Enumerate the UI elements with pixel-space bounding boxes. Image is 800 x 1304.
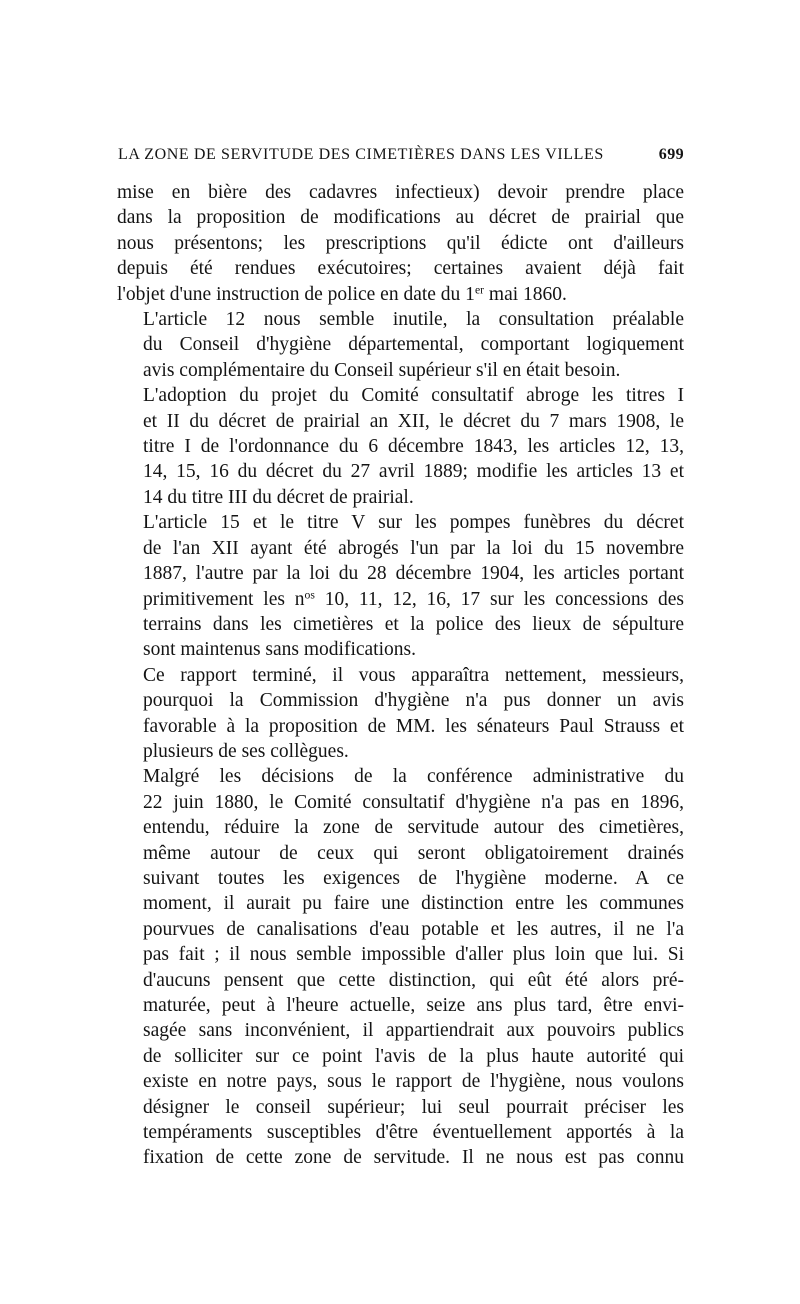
running-header xyxy=(118,146,684,164)
running-title: LA ZONE DE SERVITUDE DES CIMETIÈRES DANS LES VILLES xyxy=(118,146,604,163)
text-line: suivant toutes les exigences de l'hygiène moderne. A ce xyxy=(143,867,684,889)
text-line: depuis été rendues exécutoires; certaines avaient déjà fait xyxy=(117,258,684,280)
text-line: tempéraments susceptibles d'être éventuellement apportés à la xyxy=(143,1122,684,1144)
text-line: pourvues de canalisations d'eau potable et les autres, il ne l'a xyxy=(143,918,684,940)
text-line: désigner le conseil supérieur; lui seul pourrait préciser les xyxy=(143,1096,684,1118)
text-line: fixation de cette zone de servitude. Il ne nous est pas connu xyxy=(143,1147,684,1169)
text-line: du Conseil d'hygiène départemental, comportant logiquement xyxy=(143,334,684,356)
text-line: titre I de l'ordonnance du 6 décembre 1843, les articles 12, 13, xyxy=(143,436,684,458)
text-line: de solliciter sur ce point l'avis de la plus haute autorité qui xyxy=(143,1045,684,1067)
text-line: même autour de ceux qui seront obligatoirement drainés xyxy=(143,842,684,864)
text-line: pas fait ; il nous semble impossible d'aller plus loin que lui. Si xyxy=(143,944,684,966)
body-text xyxy=(117,180,684,1171)
text-line: nous présentons; les prescriptions qu'il édicte ont d'ailleurs xyxy=(117,232,684,254)
paragraph xyxy=(117,307,684,383)
text-line: primitivement les $n^{os}$ 10, 11, 12, 16, 17 sur les concessions des xyxy=(143,588,685,610)
text-line: et II du décret de prairial an XII, le décret du 7 mars 1908, le xyxy=(143,410,684,432)
text-line: 14, 15, 16 du décret du 27 avril 1889; modifie les articles 13 et xyxy=(143,461,684,483)
text-line: sont maintenus sans modifications. xyxy=(143,639,416,661)
paragraph xyxy=(117,764,684,1171)
text-line: de l'an XII ayant été abrogés l'un par la loi du 15 novembre xyxy=(143,537,684,559)
text-line: favorable à la proposition de MM. les sénateurs Paul Strauss et xyxy=(143,715,684,737)
paragraph xyxy=(117,383,684,510)
page-number: 699 xyxy=(658,146,684,163)
text-line: existe en notre pays, sous le rapport de l'hygiène, nous voulons xyxy=(143,1071,684,1093)
text-line: sagée sans inconvénient, il appartiendrait aux pouvoirs publics xyxy=(143,1020,684,1042)
text-line: 14 du titre III du décret de prairial. xyxy=(143,486,414,508)
text-line: L'adoption du projet du Comité consultatif abroge les titres I xyxy=(143,385,684,407)
text-line: L'article 15 et le titre V sur les pompes funèbres du décret xyxy=(143,512,684,534)
text-line: terrains dans les cimetières et la police des lieux de sépulture xyxy=(143,613,684,635)
text-line: L'article 12 nous semble inutile, la consultation préalable xyxy=(143,309,684,331)
text-line: Ce rapport terminé, il vous apparaîtra nettement, messieurs, xyxy=(143,664,684,686)
text-line: avis complémentaire du Conseil supérieur s'il en était besoin. xyxy=(143,359,621,381)
text-line: moment, il aurait pu faire une distinction entre les communes xyxy=(143,893,684,915)
text-line: l'objet d'une instruction de police en date du 1er mai 1860. xyxy=(117,283,567,305)
paragraph xyxy=(117,510,684,662)
text-line: d'aucuns pensent que cette distinction, qui eût été alors pré- xyxy=(143,969,684,991)
text-line: Malgré les décisions de la conférence administrative du xyxy=(143,766,684,788)
text-line: maturée, peut à l'heure actuelle, seize ans plus tard, être envi- xyxy=(143,995,684,1016)
text-line: 1887, l'autre par la loi du 28 décembre 1904, les articles portant xyxy=(143,563,684,585)
text-line: dans la proposition de modifications au décret de prairial que xyxy=(117,207,684,229)
text-line: 22 juin 1880, le Comité consultatif d'hygiène n'a pas en 1896, xyxy=(143,791,684,813)
text-line: plusieurs de ses collègues. xyxy=(143,740,349,762)
text-line: pourquoi la Commission d'hygiène n'a pus donner un avis xyxy=(143,690,684,712)
paragraph xyxy=(117,180,684,307)
paragraph xyxy=(117,663,684,765)
text-line: mise en bière des cadavres infectieux) devoir prendre place xyxy=(117,182,684,203)
text-line: entendu, réduire la zone de servitude autour des cimetières, xyxy=(143,817,684,839)
